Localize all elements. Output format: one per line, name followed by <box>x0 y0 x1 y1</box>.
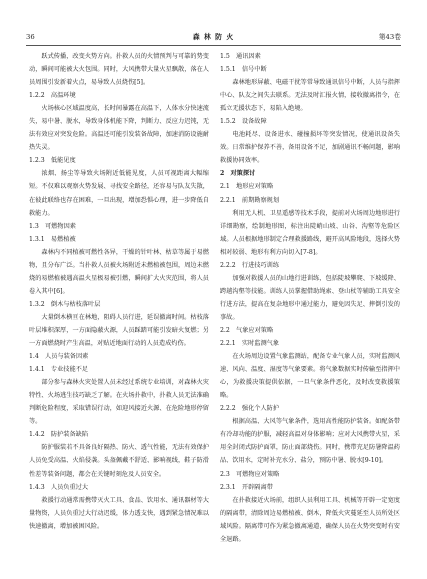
page-header <box>26 30 401 44</box>
section-heading: 2 对策探讨 <box>220 170 256 178</box>
body-paragraph: 浓烟、扬尘等导致火场附近低能见度，人员可视距离大幅缩短。不仅难以观察火势发展、寻找安全路径，还容易与队友失散，在彼此联络也存在困难，一旦出现，增加恐惧心理，进一步降低自救能力。 <box>29 170 209 217</box>
page-number: 36 <box>26 33 35 41</box>
left-column <box>29 50 209 533</box>
journal-title: 森 林 防 火 <box>192 33 235 41</box>
volume-label: 第43卷 <box>378 33 401 41</box>
body-paragraph: 在火场周边设置气象监测站，配备专业气象人员，实时监测风速、风向、温度、湿度等气象要素。将气象数据实时传输至指挥中心，为救援决策提供依据，一旦气象条件恶化，及时改变救援策略。 <box>220 353 400 400</box>
section-heading: 1.2.3 低能见度 <box>29 157 76 165</box>
section-heading: 2.3 可燃物应对策略 <box>220 470 280 478</box>
section-heading: 2.2.1 前期勘察规划 <box>220 196 280 204</box>
body-paragraph: 在扑救接近火场前，组织人员利用工具、机械等开辟一定宽度的隔离带，清除周边易燃植被、倒木，降低火灾蔓延至人员所处区域风险。隔离带可作为紧急撤离通道，确保人员在火势突变时有安全退路。 <box>220 496 400 543</box>
section-heading: 1.5.2 设备故障 <box>220 118 267 126</box>
body-paragraph: 加强对救援人员的山地行进训练，包括陡坡攀爬、下坡缓降、跨越沟壑等技能。训练人员掌握借助绳索、登山杖等辅助工具安全行进方法，提高在复杂地形中通过能力，避免因失足、摔倒引发的事故。 <box>220 274 400 321</box>
section-heading: 2.1 地形应对策略 <box>220 183 274 191</box>
body-paragraph: 防护服装若不具备良好隔热、防火、透气性能，无法有效保护人员免受高温、火焰侵袭。头盔佩戴不舒适、影响视线，鞋子防滑性差等装备问题，都会在关键时刻危及人员安全。 <box>29 444 209 478</box>
section-heading: 1.3 可燃物因素 <box>29 222 76 230</box>
section-heading: 2.3.1 开辟隔离带 <box>220 483 273 491</box>
section-heading: 2.2 气象应对策略 <box>220 326 274 334</box>
section-heading: 1.5.1 信号中断 <box>220 66 267 74</box>
section-heading: 1.4.3 人员负重过大 <box>29 483 89 491</box>
section-heading: 1.3.1 易燃植被 <box>29 235 76 243</box>
section-heading: 2.2.2 强化个人防护 <box>220 405 280 413</box>
body-paragraph: 电池耗尽、设备进水、碰撞损坏等突发情况，使通讯设备失效。日常维护保养不善，备用设备不足，加剧通讯不畅问题，影响救援协同效率。 <box>220 131 400 165</box>
body-paragraph: 火场核心区域温度高，长时间暴露在高温下，人体水分快速流失，易中暑、脱水，导致身体机能下降，判断力、反应力迟钝，无法有效应对突发危险。高温还可能引发装备故障，加速消防设施耐热失灵。 <box>29 105 209 152</box>
section-heading: 1.4.1 专业技能不足 <box>29 366 89 374</box>
body-paragraph: 大量倒木横亘在林地，阻碍人员行进，延误撤离时间。枯枝落叶层堆积深厚，一方面隐蔽火源，人员踩踏可能引发暗火复燃；另一方面燃烧时产生高温，对贴近地面行动的人员造成灼伤。 <box>29 313 209 348</box>
body-paragraph: 部分参与森林火灾处置人员未经过系统专业培训，对森林火灾特性、火场逃生技巧缺乏了解。在火场扑救中，扑救人员无法准确判断危险程度，采取错误行动，如迎风接近火源、在危险地形停留等。 <box>29 379 209 426</box>
section-heading: 1.3.2 倒木与枯枝落叶层 <box>29 300 101 308</box>
section-heading: 2.2.2 行进技巧训练 <box>220 261 280 269</box>
section-heading: 1.2.2 高温环境 <box>29 92 76 100</box>
body-paragraph: 根据高温、大风等气象条件，选用高性能防护装备。如配备带有冷却功能的护服，减轻高温对身体影响；应对大风携带火星，采用全封闭式防护面罩，防止面部烧伤。同时，携带充足防暑降温药品、饮用水，定时补充水分、盐分，预防中暑、脱水[9-10]。 <box>220 418 400 465</box>
body-paragraph: 跃式传播，改变火势方向。扑救人员的火情预判与可靠的势变动，瞬间可能被大火包围。同时，大风携带大量火星飘散，落在人员周围引发新着火点，易导致人员烧伤[5]。 <box>29 53 209 87</box>
header-rule <box>26 45 401 46</box>
right-column <box>220 50 400 546</box>
body-paragraph: 森林地形屏蔽、电磁干扰等常导致通讯信号中断，人员与指挥中心、队友之间失去联系。无法及时汇报火情，接收撤离指令，在孤立无援状态下，易陷入绝境。 <box>220 79 400 113</box>
section-heading: 1.5 通讯因素 <box>220 53 261 60</box>
body-paragraph: 利用无人机、卫星遥感等技术手段，提前对火场周边地形进行详细勘察，绘制地形图，标注出陡峭山坡、山谷、沟壑等危险区域。人员根据地形制定合理救援路线，避开高风险地段，选择火势相对较弱、地形有利方向切入[7-8]。 <box>220 209 400 256</box>
body-paragraph: 森林内不同植被可燃性各异，干燥的针叶林、枯草等属于易燃物，且分布广泛。当扑救人员被火场附近未燃植被包围，周边未燃烧的易燃植被遇高温火星极易被引燃，瞬间扩大火灾范围，将人员卷入其中[6]。 <box>29 248 209 295</box>
body-paragraph: 救援行动通常需携带灭火工具、食品、饮用水、通讯器材等大量物资，人员负重过大行动迟缓，体力透支快，遇到紧急情况难以快速撤离，增加被困风险。 <box>29 496 209 530</box>
section-heading: 2.2.1 实时监测气象 <box>220 340 280 348</box>
section-heading: 1.4.2 防护装备缺陷 <box>29 431 89 439</box>
section-heading: 1.4 人员与装备因素 <box>29 353 89 361</box>
